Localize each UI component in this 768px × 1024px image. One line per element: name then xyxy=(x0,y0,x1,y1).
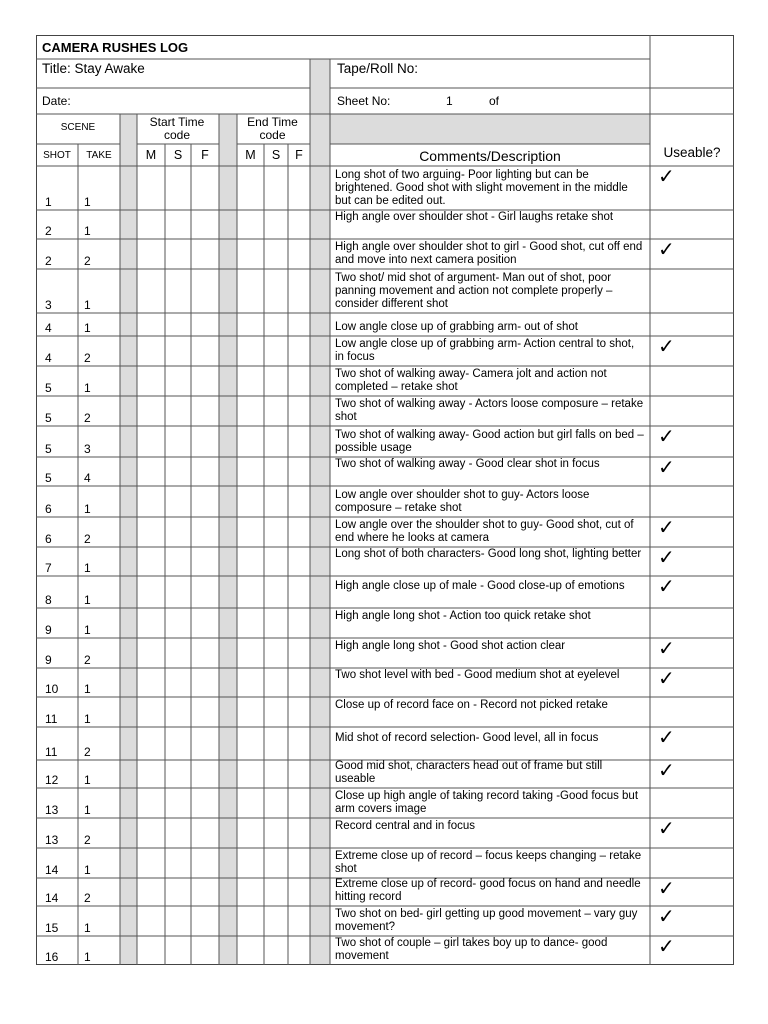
tape-roll-field: Tape/Roll No: xyxy=(337,61,419,76)
start-s-header: S xyxy=(173,148,183,162)
useable-check-icon: ✓ xyxy=(658,576,675,598)
comment-cell: Low angle close up of grabbing arm- out of shot xyxy=(335,321,578,333)
take-number: 1 xyxy=(84,502,91,516)
shot-number: 9 xyxy=(45,623,52,637)
comment-cell: Two shot on bed- girl getting up good movement – vary guy movement? xyxy=(335,908,638,933)
take-number: 2 xyxy=(84,833,91,847)
useable-check-icon: ✓ xyxy=(658,336,675,358)
comments-header: Comments/Description xyxy=(419,148,561,164)
form-title: CAMERA RUSHES LOG xyxy=(42,40,189,55)
comment-cell: High angle over shoulder shot - Girl laughs retake shot xyxy=(335,211,614,223)
start-time-header: Start Time code xyxy=(149,115,205,142)
comment-cell: High angle over shoulder shot to girl - Good shot, cut off end and move into next camera position xyxy=(335,241,643,266)
useable-check-icon: ✓ xyxy=(658,878,675,900)
comment-cell: Low angle over the shoulder shot to guy- Good shot, cut of end where he looks at camera xyxy=(335,519,634,544)
useable-check-icon: ✓ xyxy=(658,517,675,539)
comment-cell: Extreme close up of record- good focus on hand and needle hitting record xyxy=(335,878,641,903)
useable-check-icon: ✓ xyxy=(658,727,675,749)
take-number: 2 xyxy=(84,891,91,905)
shaded-column xyxy=(219,114,237,965)
useable-check-icon: ✓ xyxy=(658,457,675,479)
end-s-header: S xyxy=(271,148,281,162)
take-number: 1 xyxy=(84,381,91,395)
shot-number: 16 xyxy=(45,950,59,964)
take-number: 2 xyxy=(84,351,91,365)
comment-cell: Mid shot of record selection- Good level, all in focus xyxy=(335,732,599,744)
shaded-header-cell xyxy=(330,114,650,144)
useable-check-icon: ✓ xyxy=(658,906,675,928)
comment-cell: Two shot of walking away - Actors loose composure – retake shot xyxy=(335,398,644,423)
shot-number: 13 xyxy=(45,803,59,817)
rushes-log-sheet xyxy=(36,35,734,965)
comment-cell: High angle close up of male - Good close-up of emotions xyxy=(335,580,625,592)
sheet-number: 1 xyxy=(446,94,453,108)
take-number: 1 xyxy=(84,298,91,312)
shot-number: 4 xyxy=(45,321,52,335)
shot-number: 14 xyxy=(45,891,59,905)
useable-check-icon: ✓ xyxy=(658,426,675,448)
useable-check-icon: ✓ xyxy=(658,936,675,958)
comment-cell: Two shot of couple – girl takes boy up to dance- good movement xyxy=(335,937,608,962)
shot-number: 2 xyxy=(45,224,52,238)
comment-cell: High angle long shot - Good shot action clear xyxy=(335,640,566,652)
sheet-no-label: Sheet No: xyxy=(337,94,391,108)
useable-check-icon: ✓ xyxy=(658,668,675,690)
take-number: 1 xyxy=(84,623,91,637)
take-number: 2 xyxy=(84,532,91,546)
shot-number: 11 xyxy=(45,712,58,726)
comment-cell: Record central and in focus xyxy=(335,820,475,832)
comment-cell: Low angle close up of grabbing arm- Action central to shot, in focus xyxy=(335,338,635,363)
take-number: 2 xyxy=(84,745,91,759)
useable-check-icon: ✓ xyxy=(658,166,675,188)
shot-number: 10 xyxy=(45,682,59,696)
shaded-column xyxy=(310,114,330,965)
date-field: Date: xyxy=(42,94,71,108)
take-number: 1 xyxy=(84,224,91,238)
shot-number: 9 xyxy=(45,653,52,667)
shaded-column xyxy=(120,114,137,965)
comment-cell: Two shot of walking away- Good action but girl falls on bed – possible usage xyxy=(335,429,644,454)
shot-number: 2 xyxy=(45,254,52,268)
comment-cell: Good mid shot, characters head out of frame but still useable xyxy=(335,760,603,785)
comment-cell: Close up of record face on - Record not picked retake xyxy=(335,699,608,711)
useable-check-icon: ✓ xyxy=(658,818,675,840)
shot-number: 6 xyxy=(45,502,52,516)
comment-cell: Two shot of walking away - Good clear shot in focus xyxy=(335,458,600,470)
take-number: 2 xyxy=(84,653,91,667)
shot-number: 5 xyxy=(45,471,52,485)
shot-number: 11 xyxy=(45,745,58,759)
shot-number: 6 xyxy=(45,532,52,546)
take-header: TAKE xyxy=(86,150,112,161)
shot-header: SHOT xyxy=(43,150,71,161)
comment-cell: Long shot of both characters- Good long shot, lighting better xyxy=(335,548,642,560)
comment-cell: Close up high angle of taking record taking -Good focus but arm covers image xyxy=(335,790,639,815)
take-number: 2 xyxy=(84,411,91,425)
start-m-header: M xyxy=(145,148,157,162)
comment-cell: High angle long shot - Action too quick retake shot xyxy=(335,610,591,622)
start-f-header: F xyxy=(201,148,209,162)
take-number: 2 xyxy=(84,254,91,268)
shot-number: 15 xyxy=(45,921,59,935)
shot-number: 12 xyxy=(45,773,59,787)
take-number: 1 xyxy=(84,712,91,726)
take-number: 1 xyxy=(84,773,91,787)
shot-number: 8 xyxy=(45,593,52,607)
sheet-of-label: of xyxy=(489,94,500,108)
shot-number: 13 xyxy=(45,833,59,847)
comment-cell: Two shot/ mid shot of argument- Man out of shot, poor panning movement and action not complete properly – consider different shot xyxy=(335,272,613,310)
scene-header: SCENE xyxy=(60,122,96,133)
take-number: 1 xyxy=(84,593,91,607)
shaded-column xyxy=(310,59,330,114)
take-number: 1 xyxy=(84,863,91,877)
take-number: 1 xyxy=(84,195,91,209)
shot-number: 5 xyxy=(45,442,52,456)
useable-check-icon: ✓ xyxy=(658,239,675,261)
shot-number: 3 xyxy=(45,298,52,312)
useable-header: Useable? xyxy=(663,145,721,160)
useable-check-icon: ✓ xyxy=(658,760,675,782)
shot-number: 5 xyxy=(45,411,52,425)
comment-cell: Long shot of two arguing- Poor lighting but can be brightened. Good shot with slight movement in the middle but can be edited out. xyxy=(335,169,628,207)
end-time-header: End Time code xyxy=(247,115,298,142)
take-number: 1 xyxy=(84,803,91,817)
useable-check-icon: ✓ xyxy=(658,638,675,660)
comment-cell: Low angle over shoulder shot to guy- Actors loose composure – retake shot xyxy=(335,489,590,514)
take-number: 1 xyxy=(84,321,91,335)
shot-number: 14 xyxy=(45,863,59,877)
comment-cell: Two shot level with bed - Good medium shot at eyelevel xyxy=(335,669,620,681)
title-field: Title: Stay Awake xyxy=(42,61,145,76)
take-number: 1 xyxy=(84,921,91,935)
shot-number: 7 xyxy=(45,561,52,575)
take-number: 4 xyxy=(84,471,91,485)
take-number: 1 xyxy=(84,682,91,696)
shot-number: 1 xyxy=(45,195,52,209)
take-number: 1 xyxy=(84,950,91,964)
end-f-header: F xyxy=(295,148,303,162)
shot-number: 5 xyxy=(45,381,52,395)
take-number: 1 xyxy=(84,561,91,575)
shot-number: 4 xyxy=(45,351,52,365)
take-number: 3 xyxy=(84,442,91,456)
useable-check-icon: ✓ xyxy=(658,547,675,569)
comment-cell: Two shot of walking away- Camera jolt and action not completed – retake shot xyxy=(335,368,607,393)
end-m-header: M xyxy=(245,148,256,162)
comment-cell: Extreme close up of record – focus keeps changing – retake shot xyxy=(335,850,642,875)
